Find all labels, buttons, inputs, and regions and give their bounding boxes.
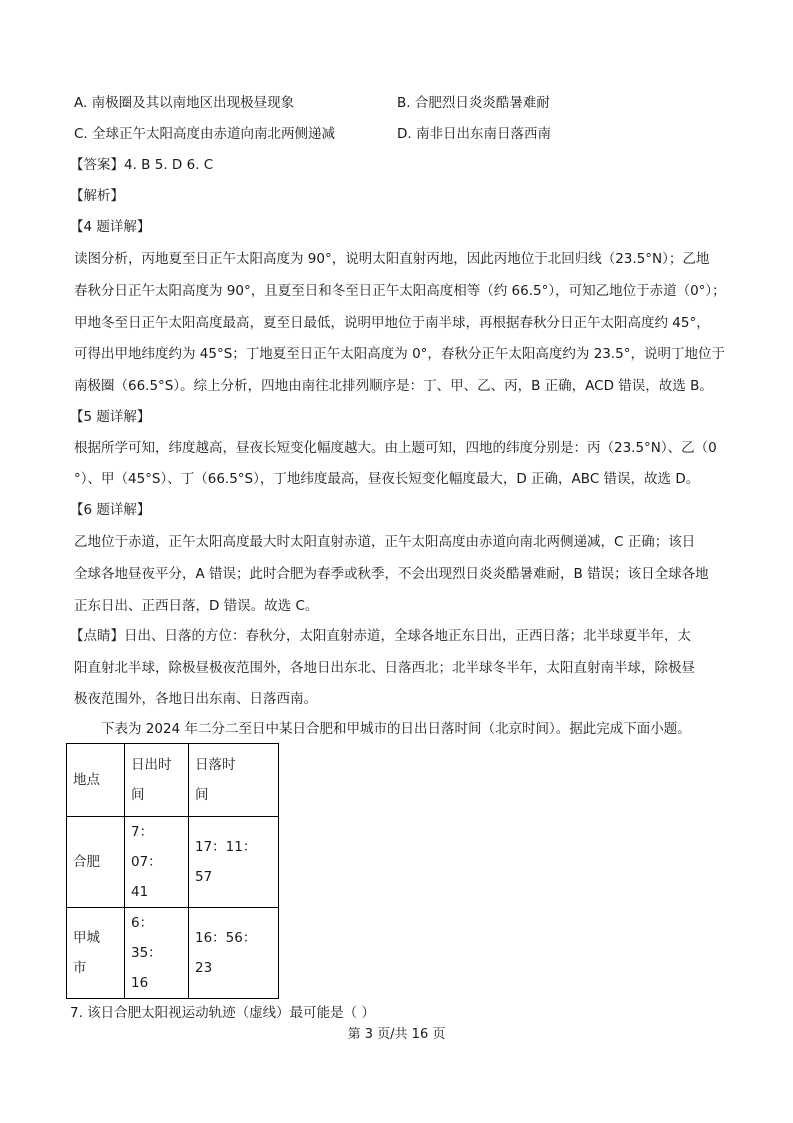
tip-line: 极夜范围外，各地日出东南、日落西南。 <box>74 691 317 707</box>
sunrise-sunset-table <box>66 743 279 999</box>
q5-line: 根据所学可知，纬度越高，昼夜长短变化幅度越大。由上题可知，四地的纬度分别是：丙（23.5°N）、乙（0 <box>74 440 717 456</box>
option-d: D. 南非日出东南日落西南 <box>397 126 551 142</box>
cell-location: 合肥 <box>67 817 125 908</box>
cell-sunset: 17：11： 57 <box>189 817 279 908</box>
q5-title: 【5 题详解】 <box>70 409 151 425</box>
header-sunrise: 日出时 间 <box>125 744 189 817</box>
q4-title: 【4 题详解】 <box>70 219 151 235</box>
option-b: B. 合肥烈日炎炎酷暑难耐 <box>397 95 550 111</box>
q4-line: 春秋分日正午太阳高度为 90°，且夏至日和冬至日正午太阳高度相等（约 66.5°），可知乙地位于赤道（0°）； <box>74 283 726 299</box>
cell-sunrise: 7：07： 41 <box>125 817 189 908</box>
header-location: 地点 <box>67 744 125 817</box>
page-footer: 第 3 页/共 16 页 <box>347 1027 446 1042</box>
header-sunset: 日落时 间 <box>189 744 279 817</box>
q4-line: 甲地冬至日正午太阳高度最高，夏至日最低，说明甲地位于南半球，再根据春秋分日正午太阳高度约 45°， <box>74 315 710 331</box>
table-intro: 下表为 2024 年二分二至日中某日合肥和甲城市的日出日落时间（北京时间）。据此完成下面小题。 <box>101 721 691 737</box>
q6-line: 全球各地昼夜平分，A 错误；此时合肥为春季或秋季，不会出现烈日炎炎酷暑难耐，B 错误；该日全球各地 <box>74 566 709 582</box>
tip-line: 阳直射北半球，除极昼极夜范围外，各地日出东北、日落西北；北半球冬半年，太阳直射南半球，除极昼 <box>74 660 695 676</box>
q4-line: 可得出甲地纬度约为 45°S；丁地夏至日正午太阳高度为 0°，春秋分正午太阳高度约为 23.5°，说明丁地位于 <box>74 346 726 362</box>
answer-line: 【答案】4. B 5. D 6. C <box>70 157 214 173</box>
cell-location: 甲城 市 <box>67 908 125 999</box>
table-row <box>67 908 279 999</box>
table-header-row <box>67 744 279 817</box>
q6-title: 【6 题详解】 <box>70 502 151 518</box>
option-a: A. 南极圈及其以南地区出现极昼现象 <box>74 95 295 111</box>
q6-line: 正东日出、正西日落，D 错误。故选 C。 <box>74 598 319 614</box>
analysis-label: 【解析】 <box>70 188 124 204</box>
cell-sunrise: 6：35： 16 <box>125 908 189 999</box>
q6-line: 乙地位于赤道，正午太阳高度最大时太阳直射赤道，正午太阳高度由赤道向南北两侧递减，C 正确；该日 <box>74 534 696 550</box>
cell-sunset: 16：56： 23 <box>189 908 279 999</box>
q4-line: 南极圈（66.5°S）。综上分析，四地由南往北排列顺序是：丁、甲、乙、丙，B 正确，ACD 错误，故选 B。 <box>74 378 713 394</box>
question-7: 7. 该日合肥太阳视运动轨迹（虚线）最可能是（ ） <box>70 1005 375 1021</box>
table-row <box>67 817 279 908</box>
q4-line: 读图分析，丙地夏至日正午太阳高度为 90°，说明太阳直射丙地，因此丙地位于北回归线（23.5°N）；乙地 <box>74 251 710 267</box>
option-c: C. 全球正午太阳高度由赤道向南北两侧递减 <box>74 126 336 142</box>
tip-line: 【点睛】日出、日落的方位：春秋分，太阳直射赤道，全球各地正东日出，正西日落；北半球夏半年，太 <box>70 628 691 644</box>
q5-line: °）、甲（45°S）、丁（66.5°S），丁地纬度最高，昼夜长短变化幅度最大，D 正确，ABC 错误，故选 D。 <box>74 471 700 487</box>
